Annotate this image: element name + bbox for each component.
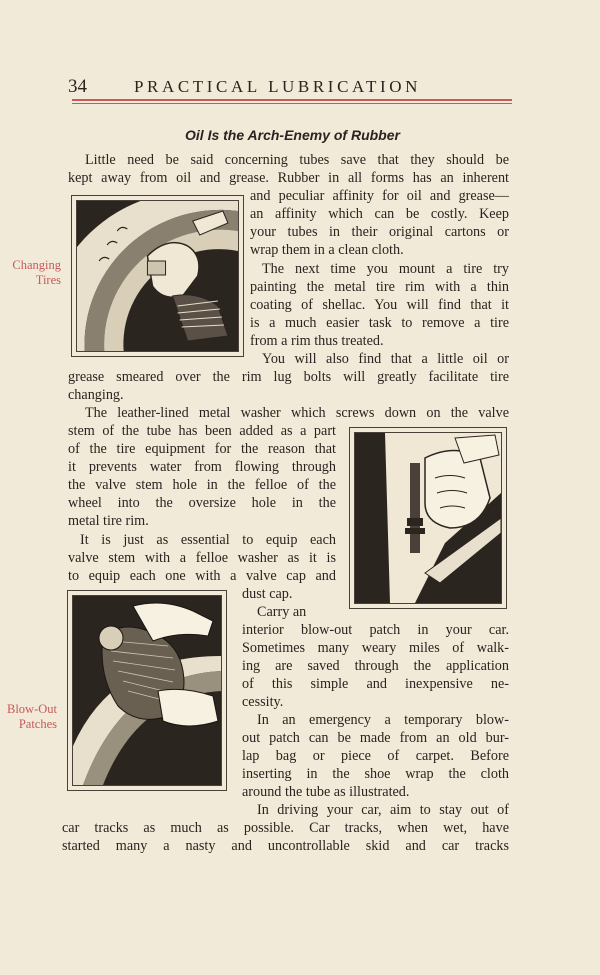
tire-rim-illustration [77,201,238,351]
text-line: kept away from oil and grease. Rubber in all forms has an inherent [68,170,509,186]
text-line: painting the metal tire rim with a thin [250,279,509,295]
running-title: PRACTICAL LUBRICATION [134,77,422,96]
text-line: is a much easier task to remove a tire [250,315,509,331]
text-line: ing are saved through the application [242,658,509,674]
text-line: of the tire equipment for the reason that [68,441,336,457]
figure-valve-stem-frame [354,432,502,604]
text-line: The leather-lined metal washer which screws down on the valve [85,405,509,421]
margin-note-line: Changing [12,258,61,272]
text-line: out patch can be made from an old bur- [242,730,509,746]
text-line: inserting in the shoe wrap the cloth [242,766,509,782]
figure-tire-rim [71,195,244,357]
margin-note-line: Tires [35,273,61,287]
section-heading: Oil Is the Arch-Enemy of Rubber [185,127,400,143]
text-line: valve stem with a felloe washer as it is [68,550,336,566]
page-number: 34 [68,76,87,97]
text-line: around the tube as illustrated. [242,784,410,800]
blow-out-patch-illustration [73,596,221,785]
margin-note-blow-out-patches [0,702,57,732]
text-line: from a rim thus treated. [250,333,384,349]
text-line: lap bag or piece of carpet. Before [242,748,509,764]
text-line: interior blow-out patch in your car. [242,622,509,638]
text-line: metal tire rim. [68,513,149,529]
margin-note-line: Patches [18,717,57,731]
text-line: Little need be said concerning tubes save that they should be [85,152,509,168]
text-line: The next time you mount a tire try [262,261,509,277]
text-line: grease smeared over the rim lug bolts will greatly facilitate tire [68,369,509,385]
text-line: to equip each one with a valve cap and [68,568,336,584]
header-rule-bottom [72,103,512,104]
text-line: car tracks as much as possible. Car tracks, when wet, have [62,820,509,836]
text-line: of this simple and inexpensive ne- [242,676,509,692]
text-line: cessity. [242,694,284,710]
text-line: stem of the tube has been added as a part [68,423,336,439]
page-header [68,76,513,98]
text-line: It is just as essential to equip each [80,532,336,548]
text-line: the valve stem hole in the felloe of the [68,477,336,493]
text-line: wheel into the oversize hole in the [68,495,336,511]
valve-stem-illustration [355,433,501,603]
figure-tire-rim-frame [76,200,239,352]
figure-blow-out-patch [67,590,227,791]
header-rule-top [72,99,512,101]
margin-note-line: Blow-Out [7,702,57,716]
text-line: an affinity which can be costly. Keep [250,206,509,222]
text-line: changing. [68,387,124,403]
text-line: wrap them in a clean cloth. [250,242,404,258]
text-line: your tubes in their original cartons or [250,224,509,240]
text-line: started many a nasty and uncontrollable skid and car tracks [62,838,509,854]
text-line: In an emergency a temporary blow- [257,712,509,728]
text-line: You will also find that a little oil or [262,351,509,367]
text-line: In driving your car, aim to stay out of [257,802,509,818]
text-line: Carry an [257,604,307,620]
text-line: coating of shellac. You will find that it [250,297,509,313]
figure-blow-out-patch-frame [72,595,222,786]
text-line: Sometimes many weary miles of walk- [242,640,509,656]
figure-valve-stem [349,427,507,609]
text-line: it prevents water from flowing through [68,459,336,475]
text-line: and peculiar affinity for oil and grease— [250,188,509,204]
margin-note-changing-tires [0,258,61,288]
text-line: dust cap. [242,586,293,602]
